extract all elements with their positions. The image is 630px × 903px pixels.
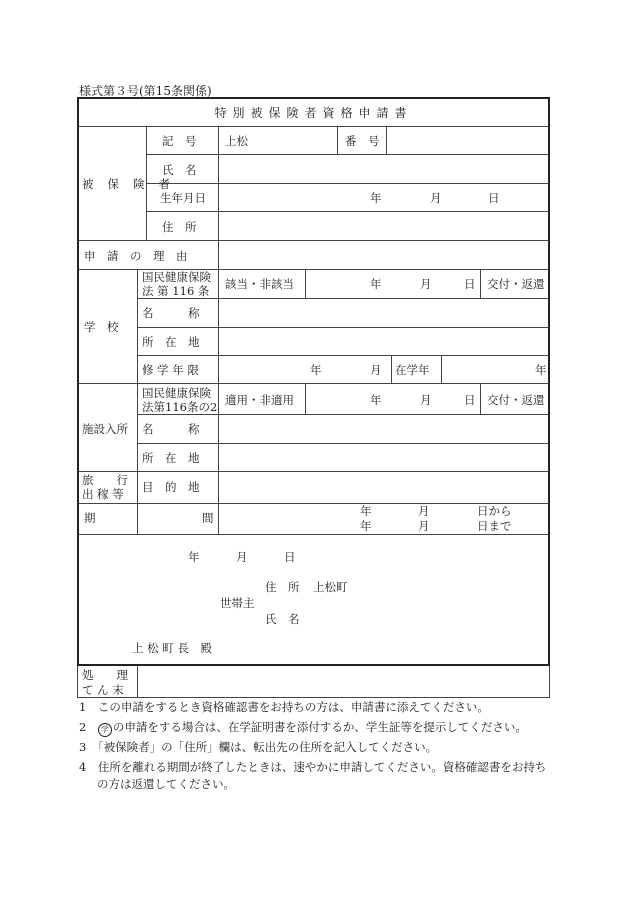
- birth-year-unit: 年: [370, 191, 382, 205]
- to-day-unit: 日まで: [477, 519, 512, 533]
- facility-action-select[interactable]: 交付・返還: [487, 393, 545, 407]
- facility-month-unit: 月: [420, 393, 432, 407]
- symbol-label: 記 号: [162, 134, 197, 148]
- to-year-unit: 年: [360, 519, 372, 533]
- divider: [77, 666, 78, 698]
- note-2: 2 学 の申請をする場合は、在学証明書を添付するか、学生証等を提示してください。: [79, 720, 527, 737]
- applicant-name-label: 氏 名: [265, 612, 300, 626]
- facility-law-line2: 法第116条の2: [142, 400, 218, 414]
- school-year-unit: 年: [370, 277, 382, 291]
- in-school-label: 在学年: [395, 363, 430, 377]
- term-month-unit: 月: [370, 363, 382, 377]
- travel-label-line1: 旅 行: [82, 473, 128, 487]
- divider: [391, 355, 392, 383]
- circled-school-mark: 学: [98, 723, 112, 737]
- birth-date-label: 生年月日: [160, 191, 206, 205]
- facility-location-label: 所 在 地: [142, 451, 200, 465]
- householder-label: 世帯主: [220, 596, 255, 610]
- processing-label-line1: 処 理: [82, 668, 128, 682]
- divider: [441, 355, 442, 383]
- address-label: 住 所: [162, 220, 197, 234]
- school-action-select[interactable]: 交付・返還: [487, 277, 545, 291]
- facility-applicable-select[interactable]: 適用・非適用: [225, 393, 294, 407]
- applicant-address-label: 住 所: [265, 580, 300, 594]
- divider: [137, 666, 138, 697]
- divider: [386, 126, 387, 154]
- divider: [305, 269, 306, 298]
- form-title: 特別被保険者資格申請書: [214, 106, 413, 120]
- facility-year-unit: 年: [370, 393, 382, 407]
- divider: [146, 211, 549, 212]
- application-month-unit: 月: [236, 550, 248, 564]
- divider: [137, 355, 549, 356]
- facility-name-label: 名 称: [142, 422, 200, 436]
- divider: [78, 383, 549, 384]
- school-law-line1: 国民健康保険: [142, 270, 211, 284]
- birth-day-unit: 日: [488, 191, 500, 205]
- period-label-right: 間: [202, 511, 214, 525]
- facility-day-unit: 日: [464, 393, 476, 407]
- to-month-unit: 月: [418, 519, 430, 533]
- application-year-unit: 年: [188, 550, 200, 564]
- symbol-value[interactable]: 上松: [225, 134, 248, 148]
- school-name-label: 名 称: [142, 306, 200, 320]
- divider: [480, 269, 481, 298]
- school-term-label: 修 学 年 限: [142, 363, 199, 377]
- processing-label-line2: て ん 末: [82, 683, 124, 697]
- period-label-left: 期: [84, 511, 96, 525]
- destination-label: 目 的 地: [142, 480, 200, 494]
- divider: [137, 443, 549, 444]
- divider: [337, 126, 338, 154]
- travel-label-line2: 出 稼 等: [82, 487, 124, 501]
- note-4-continued: の方は返還してください。: [97, 777, 235, 791]
- from-day-unit: 日から: [477, 504, 512, 518]
- divider: [480, 383, 481, 414]
- note-3: 3 「被保険者」の「住所」欄は、転出先の住所を記入してください。: [79, 740, 438, 754]
- divider: [78, 534, 549, 535]
- from-month-unit: 月: [418, 504, 430, 518]
- in-school-year-unit: 年: [535, 363, 547, 377]
- name-label: 氏 名: [162, 163, 197, 177]
- divider: [78, 471, 549, 472]
- divider: [78, 240, 549, 241]
- school-month-unit: 月: [420, 277, 432, 291]
- term-year-unit: 年: [310, 363, 322, 377]
- addressee: 上 松 町 長 殿: [132, 641, 212, 655]
- divider: [137, 269, 138, 534]
- note-1: 1 この申請をするとき資格確認書をお持ちの方は、申請書に添えてください。: [79, 700, 489, 714]
- divider: [146, 183, 549, 184]
- form-number: 様式第３号(第15条関係): [79, 84, 212, 98]
- application-day-unit: 日: [284, 550, 296, 564]
- divider: [78, 126, 549, 127]
- divider: [218, 126, 219, 534]
- applicant-address-value[interactable]: 上松町: [313, 580, 348, 594]
- school-location-label: 所 在 地: [142, 335, 200, 349]
- insured-group-label: 被保険者: [82, 177, 184, 191]
- school-group-label: 学 校: [84, 320, 119, 334]
- note-4: 4 住所を離れる期間が終了したときは、速やかに申請してください。資格確認書をお持ち: [79, 760, 547, 774]
- school-law-line2: 法 第 116 条: [142, 284, 210, 298]
- facility-group-label: 施設入所: [82, 422, 128, 436]
- birth-month-unit: 月: [430, 191, 442, 205]
- divider: [77, 697, 550, 698]
- school-applicable-select[interactable]: 該当・非該当: [225, 277, 294, 291]
- from-year-unit: 年: [360, 504, 372, 518]
- reason-label: 申 請 の 理 由: [84, 249, 188, 263]
- divider: [137, 327, 549, 328]
- divider: [137, 414, 549, 415]
- facility-law-line1: 国民健康保険: [142, 386, 211, 400]
- divider: [137, 298, 549, 299]
- divider: [305, 383, 306, 414]
- school-day-unit: 日: [464, 277, 476, 291]
- number-label: 番 号: [345, 134, 380, 148]
- divider: [146, 154, 549, 155]
- divider: [549, 666, 550, 698]
